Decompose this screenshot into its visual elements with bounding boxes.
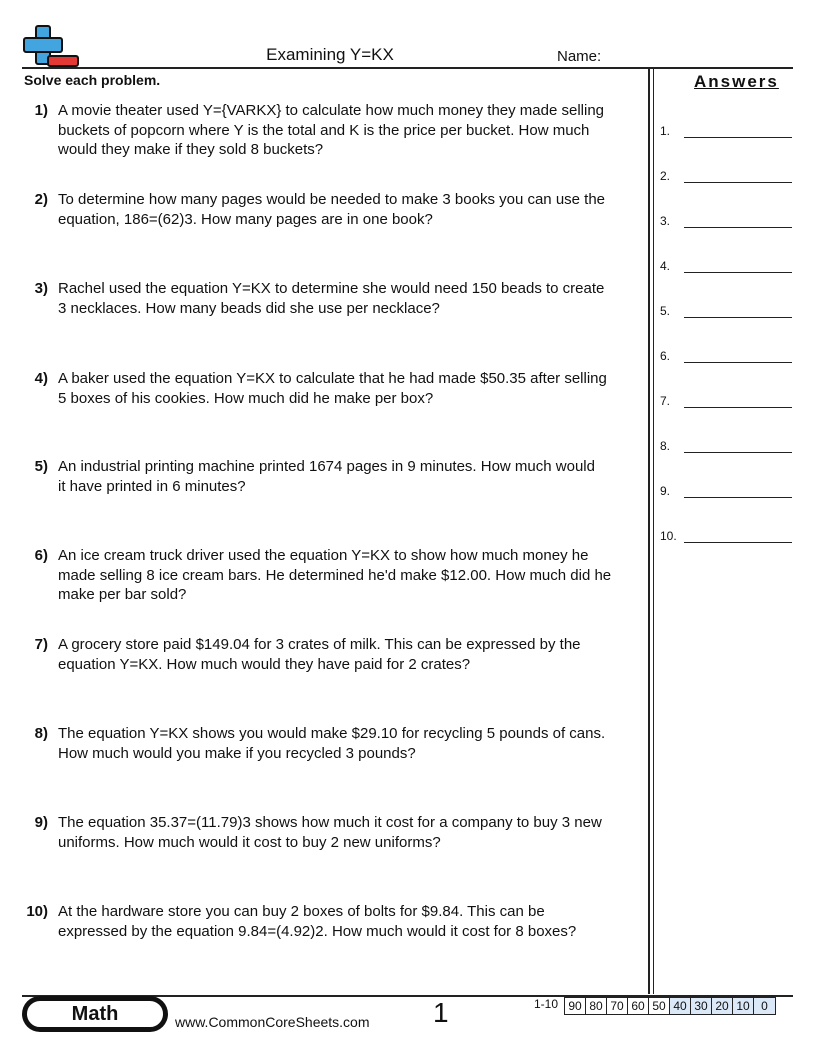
problem-text-line: An industrial printing machine printed 1674 pages in 9 minutes. How much would	[58, 458, 595, 475]
problem-text	[58, 279, 604, 318]
answer-number: 4.	[660, 259, 671, 273]
answer-row	[660, 259, 792, 275]
problem-text-line: An ice cream truck driver used the equation Y=KX to show how much money he	[58, 547, 589, 564]
answer-row	[660, 529, 792, 545]
worksheet-title: Examining Y=KX	[266, 45, 394, 64]
score-cell: 90	[565, 998, 586, 1014]
problem-text-line: buckets of popcorn where Y is the total and K is the price per bucket. How much	[58, 121, 590, 139]
answer-blank[interactable]	[684, 542, 792, 543]
problem-number: 8)	[34, 725, 48, 742]
answer-number: 5.	[660, 304, 671, 318]
score-cell: 0	[754, 998, 775, 1014]
name-label: Name:	[557, 48, 602, 65]
score-table	[564, 997, 776, 1015]
problem-text-line: How much would you make if you recycled 3 pounds?	[58, 744, 416, 762]
math-badge-label: Math	[71, 1002, 119, 1025]
problem-item	[24, 457, 646, 496]
problem-text-line: 3 necklaces. How many beads did she use per necklace?	[58, 299, 440, 317]
logo-plus-minus-icon	[22, 24, 80, 68]
problem-text	[58, 902, 576, 941]
site-url: www.CommonCoreSheets.com	[175, 1014, 370, 1030]
problem-number: 6)	[34, 547, 48, 564]
answer-blank[interactable]	[684, 272, 792, 273]
problem-text-line: At the hardware store you can buy 2 boxes of bolts for $9.84. This can be	[58, 903, 545, 920]
problem-number: 7)	[34, 636, 48, 653]
problem-item	[24, 190, 646, 229]
score-cell: 50	[649, 998, 670, 1014]
score-cell: 80	[586, 998, 607, 1014]
problem-item	[24, 635, 646, 674]
problem-text-line: equation, 186=(62)3. How many pages are in one book?	[58, 210, 433, 228]
problem-item	[24, 369, 646, 408]
problem-text-line: 5 boxes of his cookies. How much did he make per box?	[58, 389, 434, 407]
problem-number: 9)	[34, 814, 48, 831]
problem-text-line: uniforms. How much would it cost to buy 2 new uniforms?	[58, 833, 441, 851]
answer-row	[660, 484, 792, 500]
problem-text	[58, 635, 581, 674]
answer-row	[660, 124, 792, 140]
answer-number: 10.	[660, 529, 677, 543]
answer-row	[660, 439, 792, 455]
problem-item	[24, 813, 646, 852]
problem-text-line: made selling 8 ice cream bars. He determined he'd make $12.00. How much did he	[58, 566, 612, 584]
instructions: Solve each problem.	[24, 72, 161, 88]
problem-text-line: Rachel used the equation Y=KX to determine she would need 150 beads to create	[58, 280, 605, 297]
problem-text	[58, 813, 602, 852]
problem-text-line: A baker used the equation Y=KX to calculate that he had made $50.35 after selling	[58, 370, 607, 387]
answer-number: 3.	[660, 214, 671, 228]
score-cell: 20	[712, 998, 733, 1014]
answer-blank[interactable]	[684, 497, 792, 498]
header-divider	[22, 67, 793, 69]
problem-item	[24, 724, 646, 763]
problem-text-line: it have printed in 6 minutes?	[58, 477, 246, 495]
answer-number: 6.	[660, 349, 671, 363]
problem-text-line: The equation Y=KX shows you would make $29.10 for recycling 5 pounds of cans.	[58, 725, 606, 742]
answer-number: 7.	[660, 394, 671, 408]
answer-row	[660, 169, 792, 185]
problem-number: 3)	[34, 280, 48, 297]
problem-text-line: A grocery store paid $149.04 for 3 crates of milk. This can be expressed by the	[58, 636, 581, 653]
problem-text	[58, 546, 611, 605]
score-cell: 30	[691, 998, 712, 1014]
score-cell: 40	[670, 998, 691, 1014]
problem-number: 4)	[34, 370, 48, 387]
answer-row	[660, 349, 792, 365]
problem-text	[58, 190, 605, 229]
answer-row	[660, 214, 792, 230]
score-cell: 70	[607, 998, 628, 1014]
problem-text	[58, 369, 607, 408]
problem-text-line: A movie theater used Y={VARKX} to calculate how much money they made selling	[58, 102, 605, 119]
answer-blank[interactable]	[684, 362, 792, 363]
problem-item	[24, 101, 646, 160]
problem-item	[24, 279, 646, 318]
problem-text-line: To determine how many pages would be needed to make 3 books you can use the	[58, 191, 606, 208]
problem-text-line: expressed by the equation 9.84=(4.92)2. How much would it cost for 8 boxes?	[58, 922, 577, 940]
answer-number: 2.	[660, 169, 671, 183]
answer-blank[interactable]	[684, 137, 792, 138]
score-range-label: 1-10	[534, 997, 559, 1011]
problem-item	[24, 546, 646, 605]
answer-number: 9.	[660, 484, 671, 498]
problem-number: 1)	[34, 102, 48, 119]
problem-text	[58, 101, 604, 160]
problem-text-line: would they make if they sold 8 buckets?	[58, 141, 324, 158]
score-cell: 10	[733, 998, 754, 1014]
answer-blank[interactable]	[684, 407, 792, 408]
answer-blank[interactable]	[684, 227, 792, 228]
problem-item	[24, 902, 646, 941]
answer-blank[interactable]	[684, 452, 792, 453]
problem-text-line: The equation 35.37=(11.79)3 shows how much it cost for a company to buy 3 new	[58, 814, 602, 831]
answer-number: 1.	[660, 124, 671, 138]
answer-row	[660, 304, 792, 320]
math-badge	[22, 996, 168, 1032]
answers-column-divider	[648, 67, 654, 994]
problem-text-line: equation Y=KX. How much would they have paid for 2 crates?	[58, 655, 471, 673]
problem-number: 5)	[34, 458, 48, 475]
answer-row	[660, 394, 792, 410]
answer-blank[interactable]	[684, 182, 792, 183]
problem-text	[58, 724, 605, 763]
problem-text	[58, 457, 595, 496]
answer-blank[interactable]	[684, 317, 792, 318]
problem-number: 2)	[34, 191, 48, 208]
problem-number: 10)	[26, 903, 48, 920]
page-number: 1	[433, 997, 449, 1028]
score-cell: 60	[628, 998, 649, 1014]
answers-heading: Answers	[694, 72, 779, 91]
problem-text-line: make per bar sold?	[58, 586, 187, 603]
answer-number: 8.	[660, 439, 671, 453]
